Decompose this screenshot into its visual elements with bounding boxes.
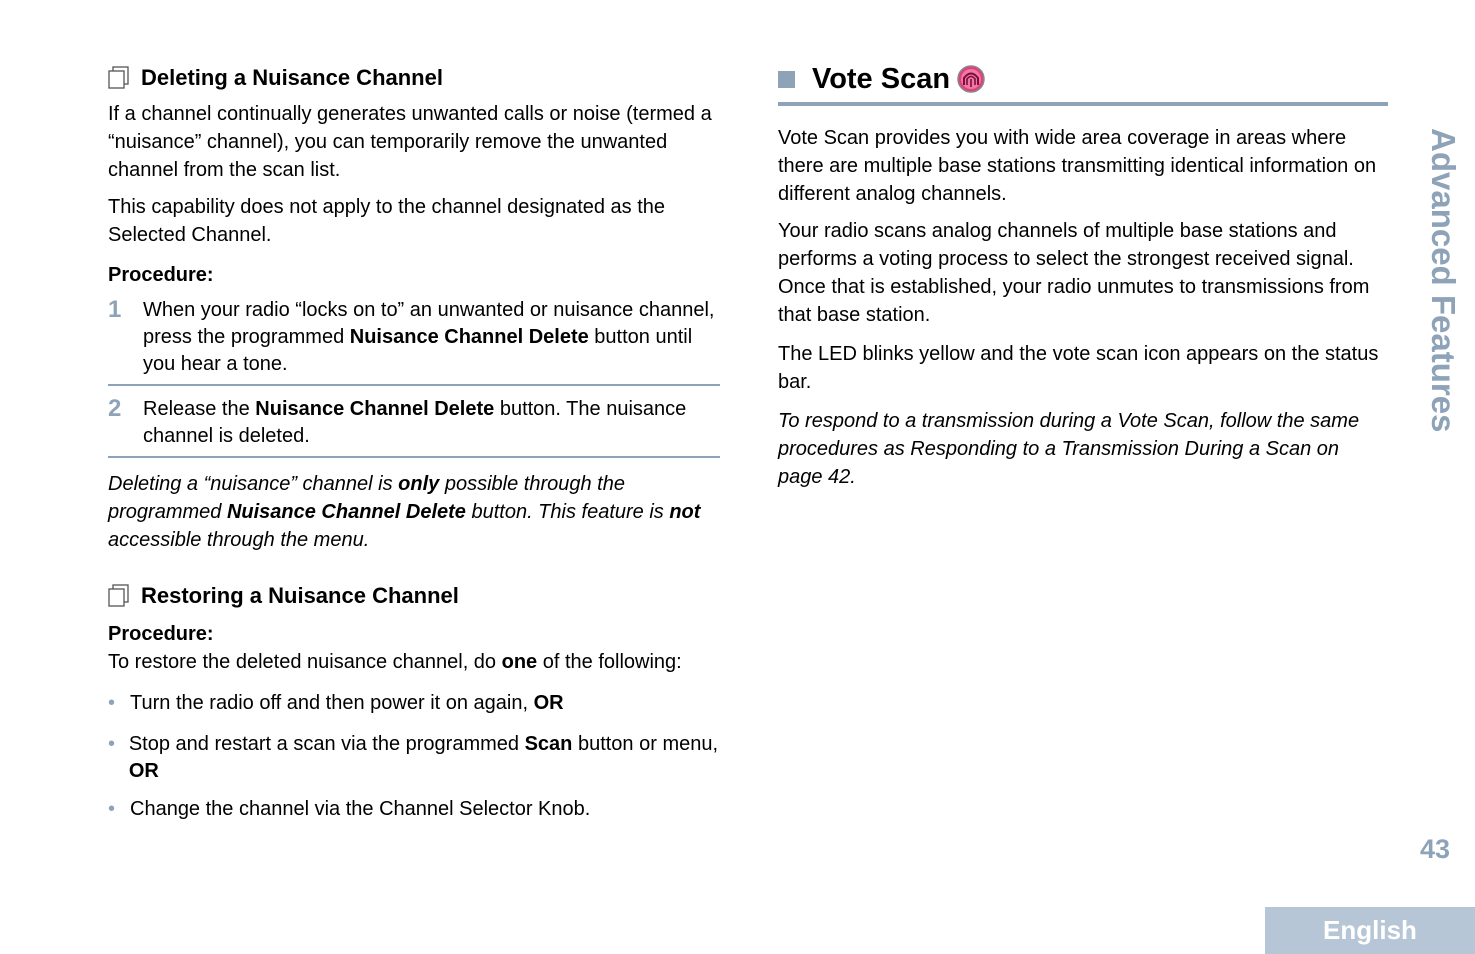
section-title: Deleting a Nuisance Channel: [141, 65, 443, 90]
section-heading-restoring: [108, 580, 720, 612]
procedure-label: Procedure:: [108, 623, 214, 645]
list-item: • Change the channel via the Channel Selector Knob.: [108, 796, 720, 823]
paragraph: This capability does not apply to the channel designated as the Selected Channel.: [108, 196, 666, 246]
list-item: • Turn the radio off and then power it on again, OR: [108, 690, 720, 717]
main-title: Vote Scan: [812, 62, 951, 95]
list-item: • Stop and restart a scan via the programmed Scan button or menu, OR: [108, 731, 720, 785]
note-text: To respond to a transmission during a Vote Scan, follow the same procedures as Responding to a Transmission During a Scan on page 42.: [778, 410, 1360, 488]
language-label: English: [1323, 915, 1417, 945]
procedure-step: [108, 297, 720, 386]
document-icon: [108, 66, 130, 90]
language-tab: [1265, 907, 1475, 954]
page-number: 43: [1420, 834, 1451, 864]
right-column: [778, 62, 1388, 491]
left-column: [108, 62, 720, 823]
step-text: Release the Nuisance Channel Delete button. The nuisance channel is deleted.: [143, 398, 687, 447]
paragraph: If a channel continually generates unwanted calls or noise (termed a “nuisance” channel), you can temporarily remove the unwanted channel from the scan list.: [108, 103, 712, 181]
procedure-label: Procedure:: [108, 264, 214, 286]
bullet-icon: •: [108, 733, 116, 755]
section-heading-deleting: [108, 62, 720, 94]
paragraph: The LED blinks yellow and the vote scan icon appears on the status bar.: [778, 343, 1379, 393]
document-icon: [108, 584, 130, 608]
side-chapter-tab: [1422, 128, 1462, 448]
paragraph: To restore the deleted nuisance channel, do one of the following:: [108, 651, 682, 673]
main-heading: [778, 62, 1388, 106]
step-number: 1: [108, 296, 122, 323]
bullet-icon: •: [108, 692, 116, 714]
chapter-title: Advanced Features: [1425, 128, 1462, 433]
paragraph: Vote Scan provides you with wide area coverage in areas where there are multiple base stations transmitting identical information on different analog channels.: [778, 127, 1377, 205]
procedure-step: [108, 396, 720, 458]
square-bullet-icon: [778, 71, 795, 88]
note-text: Deleting a “nuisance” channel is only possible through the programmed Nuisance Channel Delete button. This feature is not accessible through the menu.: [108, 473, 701, 551]
paragraph: Your radio scans analog channels of multiple base stations and performs a voting process to select the strongest received signal. Once that is established, your radio unmutes to transmissions from that base station.: [778, 220, 1370, 326]
vote-scan-icon: [957, 65, 985, 93]
section-title: Restoring a Nuisance Channel: [141, 583, 459, 608]
step-number: 2: [108, 395, 122, 422]
step-text: When your radio “locks on to” an unwanted or nuisance channel, press the programmed Nuisance Channel Delete button until you hear a tone.: [143, 299, 715, 375]
bullet-icon: •: [108, 798, 116, 820]
